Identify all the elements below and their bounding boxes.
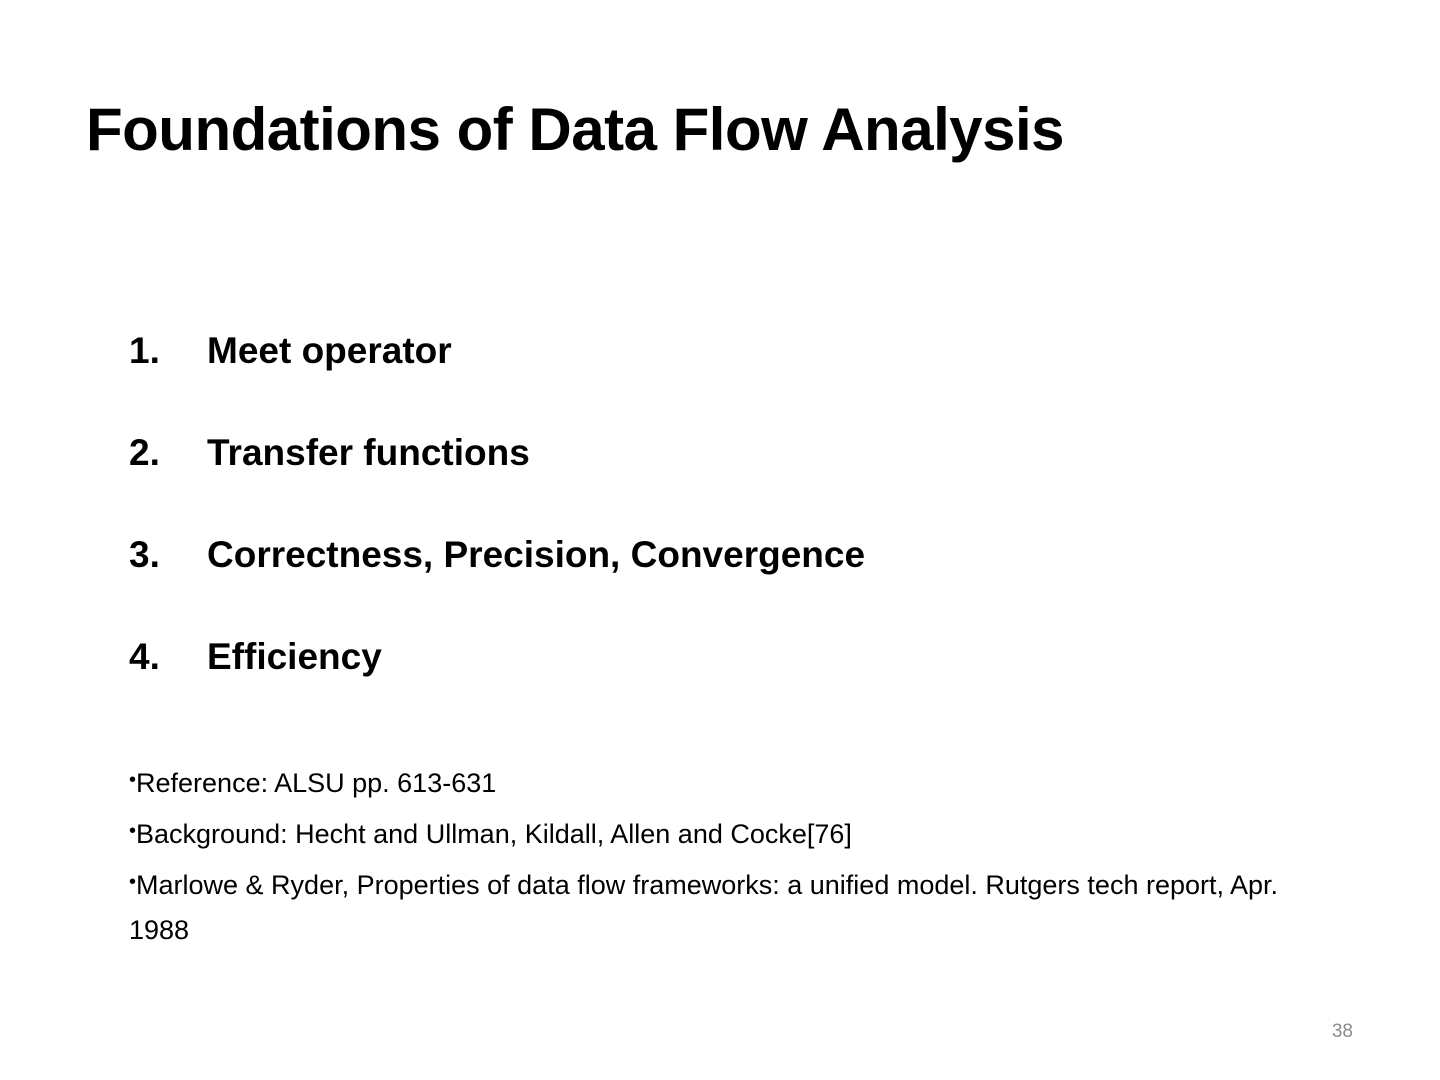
topic-number: 1. [129, 330, 160, 371]
topic-number: 2. [129, 432, 160, 473]
topic-number: 3. [129, 534, 160, 575]
topic-item [129, 424, 865, 526]
page-number: 38 [1331, 1021, 1353, 1042]
topic-item [129, 526, 865, 628]
reference-text: Marlowe & Ryder, Properties of data flow frameworks: a unified model. Rutgers tech report, Apr. 1988 [129, 870, 1279, 945]
reference-text: Background: Hecht and Ullman, Kildall, Allen and Cocke[76] [136, 819, 852, 849]
topic-number: 4. [129, 636, 160, 677]
bullet-icon: • [129, 820, 137, 842]
reference-text: Reference: ALSU pp. 613-631 [136, 768, 497, 798]
reference-list [129, 762, 1329, 957]
topic-list [129, 322, 865, 730]
bullet-icon: • [129, 871, 137, 893]
slide-title: Foundations of Data Flow Analysis [86, 96, 1065, 163]
topic-label: Correctness, Precision, Convergence [207, 534, 866, 575]
topic-label: Meet operator [207, 330, 452, 371]
topic-item [129, 628, 865, 730]
reference-item [129, 864, 1329, 951]
topic-label: Transfer functions [207, 432, 530, 473]
bullet-icon: • [129, 769, 137, 791]
topic-label: Efficiency [207, 636, 382, 677]
reference-item [129, 762, 1329, 807]
reference-item [129, 813, 1329, 858]
topic-item [129, 322, 865, 424]
